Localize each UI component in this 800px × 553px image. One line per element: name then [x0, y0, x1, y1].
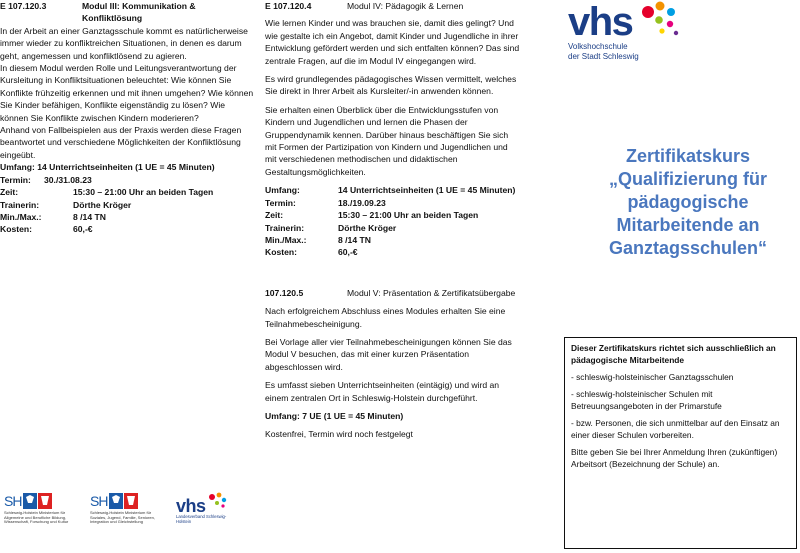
- module-3-detail-zeit: [0, 186, 255, 198]
- module-3-termin-label: Termin:: [0, 174, 31, 185]
- module-5-umfang: Umfang: 7 UE (1 UE = 45 Minuten): [265, 410, 404, 421]
- box-item: - bzw. Personen, die sich unmittelbar auf den Einsatz an einer dieser Schulen vorbereiten.: [571, 418, 780, 440]
- module-5-paragraph-3: Es umfasst sieben Unterrichtseinheiten (eintägig) und wird an einem zentralen Ort in Schleswig-Holstein durchgeführt.: [265, 380, 500, 403]
- module-3-termin: [0, 174, 255, 186]
- module-3-termin-value: 30./31.08.23: [44, 174, 92, 185]
- vhs-schleswig-logo: [568, 0, 639, 62]
- course-title-line: Mitarbeitende an: [616, 215, 760, 235]
- course-title-line: Ganztagsschulen“: [608, 238, 768, 258]
- box-note: Bitte geben Sie bei Ihrer Anmeldung Ihren (zukünftigen) Arbeitsort (Bezeichnung der Schule) an.: [571, 447, 778, 469]
- module-3-umfang: Umfang: 14 Unterrichtseinheiten (1 UE = 45 Minuten): [0, 162, 215, 173]
- module-4-umfang: [265, 184, 520, 196]
- detail-key: Trainerin:: [265, 222, 305, 233]
- detail-value: 8 /14 TN: [73, 211, 106, 222]
- cover-column: [560, 0, 800, 553]
- module-3-paragraph-3: Anhand von Fallbeispielen aus der Praxis werden diese Fragen beantwortet und verschiedene Möglichkeiten der Konfliktlösung eingeübt.: [0, 125, 242, 160]
- detail-value: 60,-€: [338, 247, 358, 258]
- sh-logo-caption: Schleswig-Holstein Ministerium für Soziales, Jugend, Familie, Senioren, Integration und Gleichstellung: [90, 510, 155, 525]
- module-4-paragraph-1: Wie lernen Kinder und was brauchen sie, damit dies gelingt? Und wie gestalte ich ein Angebot, damit Kinder und Jugendliche in ihrer Entwicklung gefördert werden und sich entfalten können? Das sind zentrale Fragen, auf die im Modul IV eingegangen wird.: [265, 18, 520, 66]
- module-5-paragraph-1: Nach erfolgreichem Abschluss eines Modules erhalten Sie eine Teilnahmebescheinigung.: [265, 306, 506, 329]
- course-title-line: Zertifikatskurs: [625, 146, 751, 166]
- detail-key: Termin:: [265, 197, 296, 208]
- module-3-detail-kosten: [0, 223, 255, 235]
- module-3-code: E 107.120.3: [0, 1, 47, 11]
- sh-coat-of-arms-icon: [23, 493, 53, 509]
- module-3-detail-minmax: [0, 211, 255, 223]
- vhs-wordmark: vhs: [568, 0, 633, 44]
- detail-value: 14 Unterrichtseinheiten (1 UE = 45 Minuten): [338, 185, 516, 196]
- sh-logo-caption: Schleswig-Holstein Ministerium für Allgemeine und Berufliche Bildung, Wissenschaft, Forschung und Kultur: [4, 510, 69, 525]
- box-item: - schleswig-holsteinischer Schulen mit Betreuungsangeboten in der Primarstufe: [571, 389, 722, 411]
- sh-logo-text: SH: [4, 493, 22, 510]
- box-intro: Dieser Zertifikatskurs richtet sich ausschließlich an pädagogische Mitarbeitende: [571, 343, 776, 365]
- module-4-paragraph-3: Sie erhalten einen Überblick über die Entwicklungsstufen von Kindern und Jugendlichen und lernen die Phasen der Gruppendynamik kennen. Darüber hinaus beschäftigen Sie sich mit Formen der Partizipation von Kindern und Jugendlichen und mit verschiedenen methodischen und didaktischen Gestaltungsmöglichkeiten.: [265, 104, 509, 177]
- detail-value: 8 /14 TN: [338, 234, 371, 245]
- course-title: [580, 145, 796, 260]
- module-4-detail-termin: [265, 197, 520, 209]
- detail-key: Zeit:: [0, 187, 19, 198]
- vhs-small-caption: Landesverband Schleswig-Holstein: [176, 514, 227, 525]
- detail-value: 15:30 – 21:00 Uhr an beiden Tagen: [338, 210, 479, 221]
- module-3-detail-trainerin: [0, 199, 255, 211]
- module-4-detail-kosten: [265, 246, 520, 258]
- module-4-detail-minmax: [265, 234, 520, 246]
- module-5-paragraph-2: Bei Vorlage aller vier Teilnahmebescheinigungen können Sie das Modul V besuchen, das mit einer kurzen Präsentation abgeschlossen wird.: [265, 336, 512, 372]
- target-group-box: [564, 337, 797, 549]
- sh-soziales-logo: [90, 493, 162, 525]
- vhs-dots-icon: [208, 492, 228, 510]
- detail-key: Trainerin:: [0, 199, 40, 210]
- box-item: - schleswig-holsteinischer Ganztagsschulen: [571, 372, 734, 382]
- sh-coat-of-arms-icon: [109, 493, 139, 509]
- detail-value: Dörthe Kröger: [73, 199, 132, 210]
- detail-value: 15:30 – 21:00 Uhr an beiden Tagen: [73, 187, 214, 198]
- course-title-line: „Qualifizierung für: [608, 169, 767, 189]
- module-3-column: [0, 0, 255, 236]
- detail-value: 60,-€: [73, 224, 93, 235]
- detail-key: Kosten:: [265, 247, 297, 258]
- sponsor-logos: [4, 493, 232, 525]
- sh-logo-text: SH: [90, 493, 108, 510]
- module-3-header: [0, 0, 255, 25]
- module-4-header: [265, 0, 520, 12]
- module-4-title: Modul IV: Pädagogik & Lernen: [347, 1, 464, 11]
- vhs-dots-icon: [640, 0, 682, 40]
- course-title-line: pädagogische: [627, 192, 749, 212]
- module-3-paragraph-2: In diesem Modul werden Rolle und Leitungsverantwortung der Kursleitung in Konfliktsituationen beleuchtet: Wie können Sie Konflikte frühzeitig erkennen und mit ihnen umgehen? Wie können Sie Kinder befähigen, Konflikte eigenständig zu lösen? Wie können Sie Konflikte zwischen Kindern moderieren?: [0, 63, 254, 123]
- module-4-code: E 107.120.4: [265, 1, 312, 11]
- detail-key: Min./Max.:: [265, 234, 307, 245]
- sh-bildung-logo: [4, 493, 76, 525]
- module-5-header: [265, 287, 520, 299]
- detail-key: Umfang:: [265, 185, 300, 196]
- detail-key: Min./Max.:: [0, 211, 42, 222]
- module-4-detail-zeit: [265, 209, 520, 221]
- module-3-paragraph-1: In der Arbeit an einer Ganztagsschule kommt es natürlicherweise immer wieder zu konfliktreichen Situationen, in denen es darum geht, angemessen und konfliktlösend zu agieren.: [0, 25, 248, 61]
- vhs-caption-1: Volkshochschule: [568, 42, 628, 51]
- detail-key: Zeit:: [265, 210, 284, 221]
- detail-key: Kosten:: [0, 224, 32, 235]
- detail-value: Dörthe Kröger: [338, 222, 397, 233]
- module-5-code: 107.120.5: [265, 287, 304, 298]
- module-5-title: Modul V: Präsentation & Zertifikatsübergabe: [347, 287, 516, 298]
- module-4-5-column: [265, 0, 520, 441]
- detail-value: 18./19.09.23: [338, 197, 386, 208]
- module-4-paragraph-2: Es wird grundlegendes pädagogisches Wissen vermittelt, welches Sie direkt in Ihrer Arbeit als Kursleiter/-in anwenden können.: [265, 74, 517, 97]
- module-4-detail-trainerin: [265, 222, 520, 234]
- module-5-note: Kostenfrei, Termin wird noch festgelegt: [265, 429, 413, 440]
- vhs-caption-2: der Stadt Schleswig: [568, 52, 639, 61]
- vhs-small-wordmark: vhs: [176, 496, 206, 516]
- vhs-landesverband-logo: [176, 498, 232, 525]
- module-3-title: Modul III: Kommunikation & Konfliktlösung: [82, 1, 196, 24]
